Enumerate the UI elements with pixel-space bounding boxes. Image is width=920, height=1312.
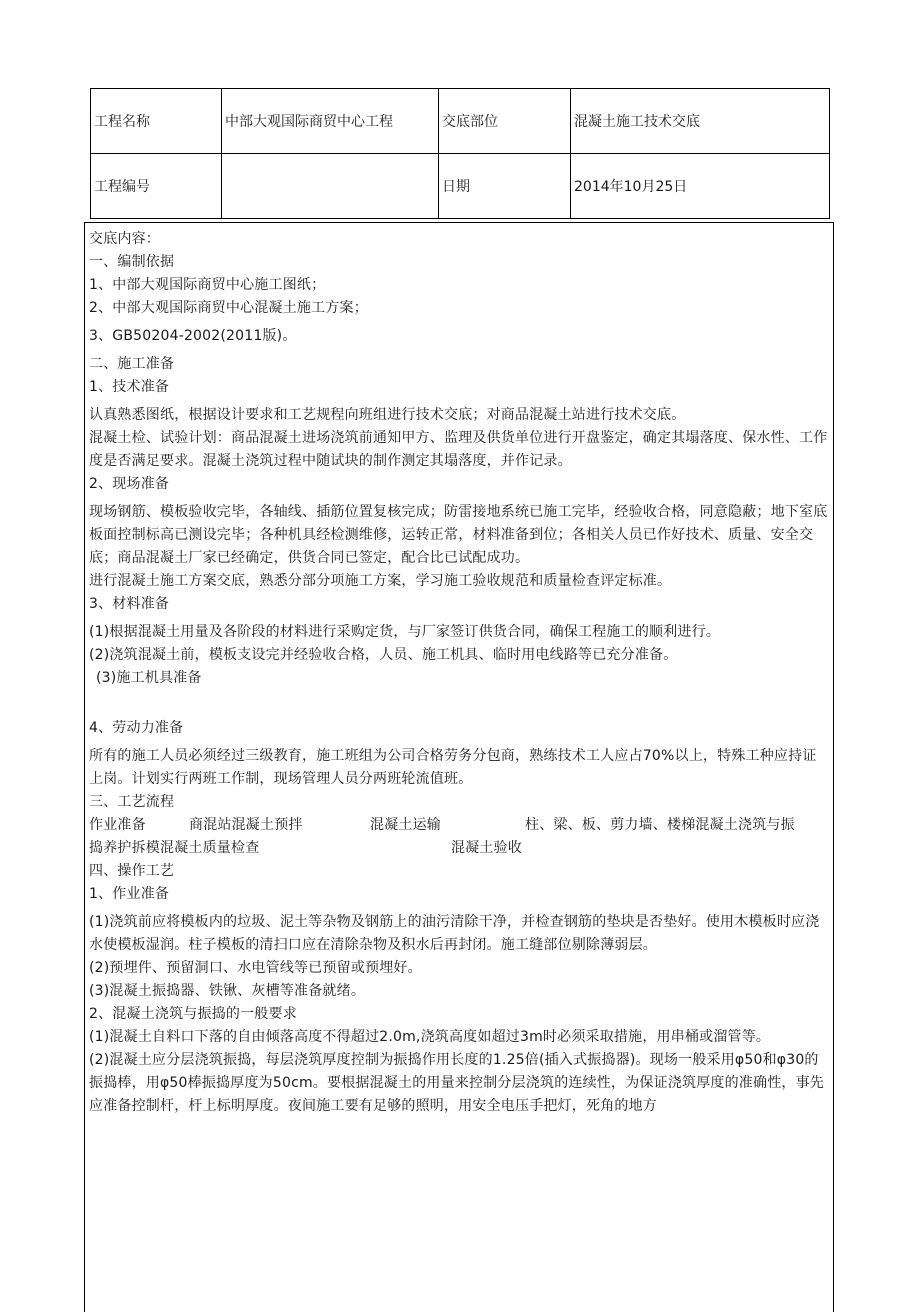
process-flow-line-2 [89,837,829,860]
flow-step: 作业准备 [89,817,146,833]
paragraph: 所有的施工人员必须经过三级教育，施工班组为公司合格劳务分包商，熟练技术工人应占70%以上，特殊工种应持证上岗。计划实行两班工作制，现场管理人员分两班轮流值班。 [89,748,817,787]
flow-step: 混凝土运输 [370,817,441,833]
paragraph: 混凝土检、试验计划：商品混凝土进场浇筑前通知甲方、监理及供货单位进行开盘鉴定，确定其塌落度、保水性、工作度是否满足要求。混凝土浇筑过程中随试块的制作测定其塌落度，并作记录。 [89,430,828,469]
date-label: 日期 [439,154,571,219]
project-no-value [222,154,439,219]
date-value: 2014年10月25日 [571,154,830,219]
paragraph: (1)浇筑前应将模板内的垃圾、泥土等杂物及钢筋上的油污清除干净，并检查钢筋的垫块是否垫好。使用木模板时应浇水使模板湿润。柱子模板的清扫口应在清除杂物及积水后再封闭。施工缝部位剔除薄弱层。 [89,914,820,953]
intro-text: 交底内容： [89,231,160,247]
paragraph: 进行混凝土施工方案交底，熟悉分部分项施工方案，学习施工验收规范和质量检查评定标准。 [89,573,672,589]
project-no-label: 工程编号 [91,154,222,219]
paragraph: (2)预埋件、预留洞口、水电管线等已预留或预埋好。 [89,960,422,976]
header-row-1 [91,89,830,154]
flow-step: 混凝土验收 [451,840,522,856]
paragraph: 现场钢筋、模板验收完毕，各轴线、插筋位置复核完成；防雷接地系统已施工完毕，经验收合格，同意隐蔽；地下室底板面控制标高已测设完毕；各种机具经检测维修，运转正常，材料准备到位；各相关人员已作好技术、质量、安全交底；商品混凝土厂家已经确定，供货合同已签定，配合比已试配成功。 [89,504,828,566]
process-flow-line-1 [89,814,829,837]
paragraph: (3)施工机具准备 [96,670,202,686]
spacer [89,690,829,717]
content-body [89,228,829,1118]
flow-step: 柱、梁、板、剪力墙、楼梯混凝土浇筑与振 [525,817,795,833]
section-2-title: 二、施工准备 [89,356,175,372]
section-4-title: 四、操作工艺 [89,863,175,879]
section-4-2-title: 2、混凝土浇筑与振捣的一般要求 [89,1006,297,1022]
section-2-4-title: 4、劳动力准备 [89,720,184,736]
header-row-2 [91,154,830,219]
section-2-3-title: 3、材料准备 [89,596,170,612]
section-2-2-title: 2、现场准备 [89,476,170,492]
section-1-item: 2、中部大观国际商贸中心混凝土施工方案； [89,300,368,316]
section-4-1-title: 1、作业准备 [89,886,170,902]
paragraph: (3)混凝土振捣器、铁锹、灰槽等准备就绪。 [89,983,366,999]
project-name-label: 工程名称 [91,89,222,154]
section-2-1-title: 1、技术准备 [89,379,170,395]
section-label: 交底部位 [439,89,571,154]
project-name-value: 中部大观国际商贸中心工程 [222,89,439,154]
flow-step: 捣养护拆模混凝土质量检查 [89,840,260,856]
paragraph: (2)浇筑混凝土前，模板支设完并经验收合格，人员、施工机具、临时用电线路等已充分准备。 [89,647,678,663]
paragraph: (1)混凝土自料口下落的自由倾落高度不得超过2.0m,浇筑高度如超过3m时必须采取措施，用串桶或溜管等。 [89,1029,771,1045]
section-value: 混凝土施工技术交底 [571,89,830,154]
section-3-title: 三、工艺流程 [89,794,175,810]
section-1-item: 3、GB50204-2002(2011版)。 [89,328,297,344]
paragraph: (2)混凝土应分层浇筑振捣，每层浇筑厚度控制为振捣作用长度的1.25倍(插入式振捣器)。现场一般采用φ50和φ30的振捣棒，用φ50棒振捣厚度为50cm。要根据混凝土的用量来控制分层浇筑的连续性，为保证浇筑厚度的准确性，事先应准备控制杆，杆上标明厚度。夜间施工要有足够的照明，用安全电压手把灯，死角的地方 [89,1052,824,1114]
section-1-item: 1、中部大观国际商贸中心施工图纸； [89,277,326,293]
paragraph: 认真熟悉图纸，根据设计要求和工艺规程向班组进行技术交底；对商品混凝土站进行技术交底。 [89,407,686,423]
paragraph: (1)根据混凝土用量及各阶段的材料进行采购定货，与厂家签订供货合同，确保工程施工的顺利进行。 [89,624,721,640]
section-1-title: 一、编制依据 [89,254,175,270]
content-box [84,222,834,1312]
header-table [90,88,830,219]
flow-step: 商混站混凝土预拌 [189,817,303,833]
